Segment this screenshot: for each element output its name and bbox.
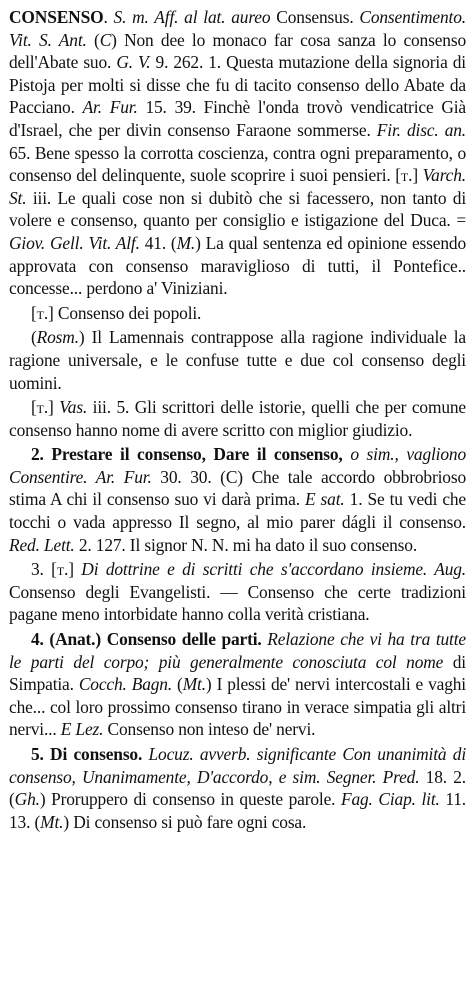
italic-run: Di dottrine e di scritti che s'accordano insieme. Aug. <box>81 559 466 580</box>
text-run: iii. Le quali cose non si dubitò che si facessero, non tanto di volere e consenso, quanto per consiglio e istigazione del Duca. = <box>9 187 466 231</box>
text-run: ) Non dee lo monaco far cosa sanza lo consenso dell'Abate suo. <box>9 29 467 73</box>
italic-run: Red. Lett. <box>9 534 75 555</box>
italic-run: Gh. <box>14 789 40 810</box>
italic-run: S. m. Aff. al lat. <box>113 7 226 27</box>
entry-subsense <box>9 558 466 626</box>
text-run: ( <box>172 674 183 695</box>
text-run: 15. 39. Finchè l'onda trovò vendicatrice Già d'Israel, che per divin consenso Faraone sommerse. <box>9 97 466 140</box>
italic-run: E Lez. <box>60 719 104 740</box>
text-run: [ <box>31 302 37 323</box>
italic-run: Ar. Fur. <box>82 97 138 118</box>
text-run: 65. Bene spesso la corrotta coscienza, contra ogni preparamento, o consenso del delinquente, suole scoprire i suoi pensieri. [ <box>9 142 466 186</box>
entry-subsense <box>9 628 466 741</box>
text-run: 41. ( <box>139 232 177 253</box>
text-run: ] Consenso dei popoli. <box>48 302 202 323</box>
italic-run: aureo <box>231 7 271 27</box>
italic-run: Mt. <box>40 811 64 832</box>
text-run: ( <box>31 327 37 348</box>
text-run: ] <box>48 397 60 418</box>
text-run: ) Il Lamennais contrappose alla ragione individuale la ragione universale, e le confuse tutte e due col consenso degli uomini. <box>9 327 466 393</box>
italic-run: M. <box>176 232 196 253</box>
text-run: ) La qual sentenza ed opinione essendo approvata con consenso maraviglioso di tutti, il Pontefice.. concesse... perdono a' Viniziani. <box>9 232 466 299</box>
italic-run: Mt. <box>182 674 206 695</box>
italic-run: Relazione che vi ha tra tutte le parti del corpo; più generalmente conosciuta col nome <box>9 629 466 672</box>
entry-subsense <box>9 443 466 556</box>
small-caps-run: t. <box>36 302 49 323</box>
italic-run: Fag. Ciap. lit. <box>340 789 440 810</box>
small-caps-run: t. <box>56 559 69 580</box>
text-run: Consensus. <box>270 7 360 27</box>
dictionary-entry-consenso <box>9 6 466 833</box>
text-run: ] <box>412 165 423 186</box>
small-caps-run: t. <box>400 165 413 186</box>
italic-run: Giov. Gell. Vit. Alf. <box>9 232 140 253</box>
text-run: Consenso degli Evangelisti. — Consenso che certe tradizioni pagane meno intorbidate hanno colla verità cristiana. <box>9 581 466 625</box>
italic-run: Locuz. avverb. significante Con unanimità di consenso, Unanimamente, D'accordo, e sim. Segner. Pred. <box>9 744 467 787</box>
text-run: ) Di consenso si può fare ogni cosa. <box>63 811 307 832</box>
text-run: 2. 127. Il signor N. N. mi ha dato il suo consenso. <box>74 534 418 555</box>
entry-subsense <box>9 396 466 441</box>
italic-run: E sat. <box>305 489 345 510</box>
italic-run: Rosm. <box>36 327 79 348</box>
italic-run: Consentimento. Vit. S. Ant. <box>9 7 466 50</box>
text-run: 11. 13. ( <box>9 789 466 832</box>
italic-run: Fir. disc. an. <box>376 119 466 140</box>
bold-run: 2. Prestare il consenso, Dare il consenso, <box>31 444 343 465</box>
text-run: . <box>103 7 114 27</box>
text-run: 9. 262. 1. Questa mutazione della signoria di Pistoja per molti si disse che fu di tacito consenso dello Abate da Pacciano. <box>9 52 466 118</box>
text-run: ) I plessi de' nervi intercostali e vaghi che... col loro prossimo consenso tirano in verace simpatia gli altri nervi... <box>9 674 466 740</box>
text-run: di Simpatia. <box>9 651 466 695</box>
text-run: ] <box>68 559 82 580</box>
italic-run: o sim., vagliono Consentire. Ar. Fur. <box>9 444 466 487</box>
text-run: iii. 5. Gli scrittori delle istorie, quelli che per comune consenso hanno nome di avere scritto con miglior giudizio. <box>9 397 466 440</box>
italic-run: Cocch. Bagn. <box>78 674 173 695</box>
text-run: [ <box>31 397 37 418</box>
text-run: ( <box>86 29 100 50</box>
entry-subsense <box>9 743 466 833</box>
text-run: ) Proruppero di consenso in queste parole. <box>39 789 341 810</box>
text-run: 18. 2. ( <box>9 766 466 810</box>
entry-definition <box>9 6 466 300</box>
italic-run: C <box>99 29 112 50</box>
entry-subsense <box>9 326 466 394</box>
small-caps-run: t. <box>36 397 49 418</box>
text-run: 30. 30. (C) Che tale accordo obbrobrioso stima A chi il consenso suo vi darà prima. <box>9 466 466 510</box>
italic-run: G. V. <box>116 52 151 73</box>
text-run: 1. Se tu vedi che tocchi o vada appresso Il segno, al mio parer dágli il consenso. <box>9 489 467 533</box>
italic-run: Varch. St. <box>9 165 466 208</box>
italic-run: Vas. <box>59 397 88 418</box>
bold-run: 5. Di consenso. <box>31 744 143 764</box>
bold-run: 4. (Anat.) Consenso delle parti. <box>31 629 262 650</box>
entry-subsense <box>9 302 466 325</box>
bold-run: CONSENSO <box>9 7 104 27</box>
text-run: 3. [ <box>31 559 57 580</box>
text-run: Consenso non inteso de' nervi. <box>103 719 316 740</box>
